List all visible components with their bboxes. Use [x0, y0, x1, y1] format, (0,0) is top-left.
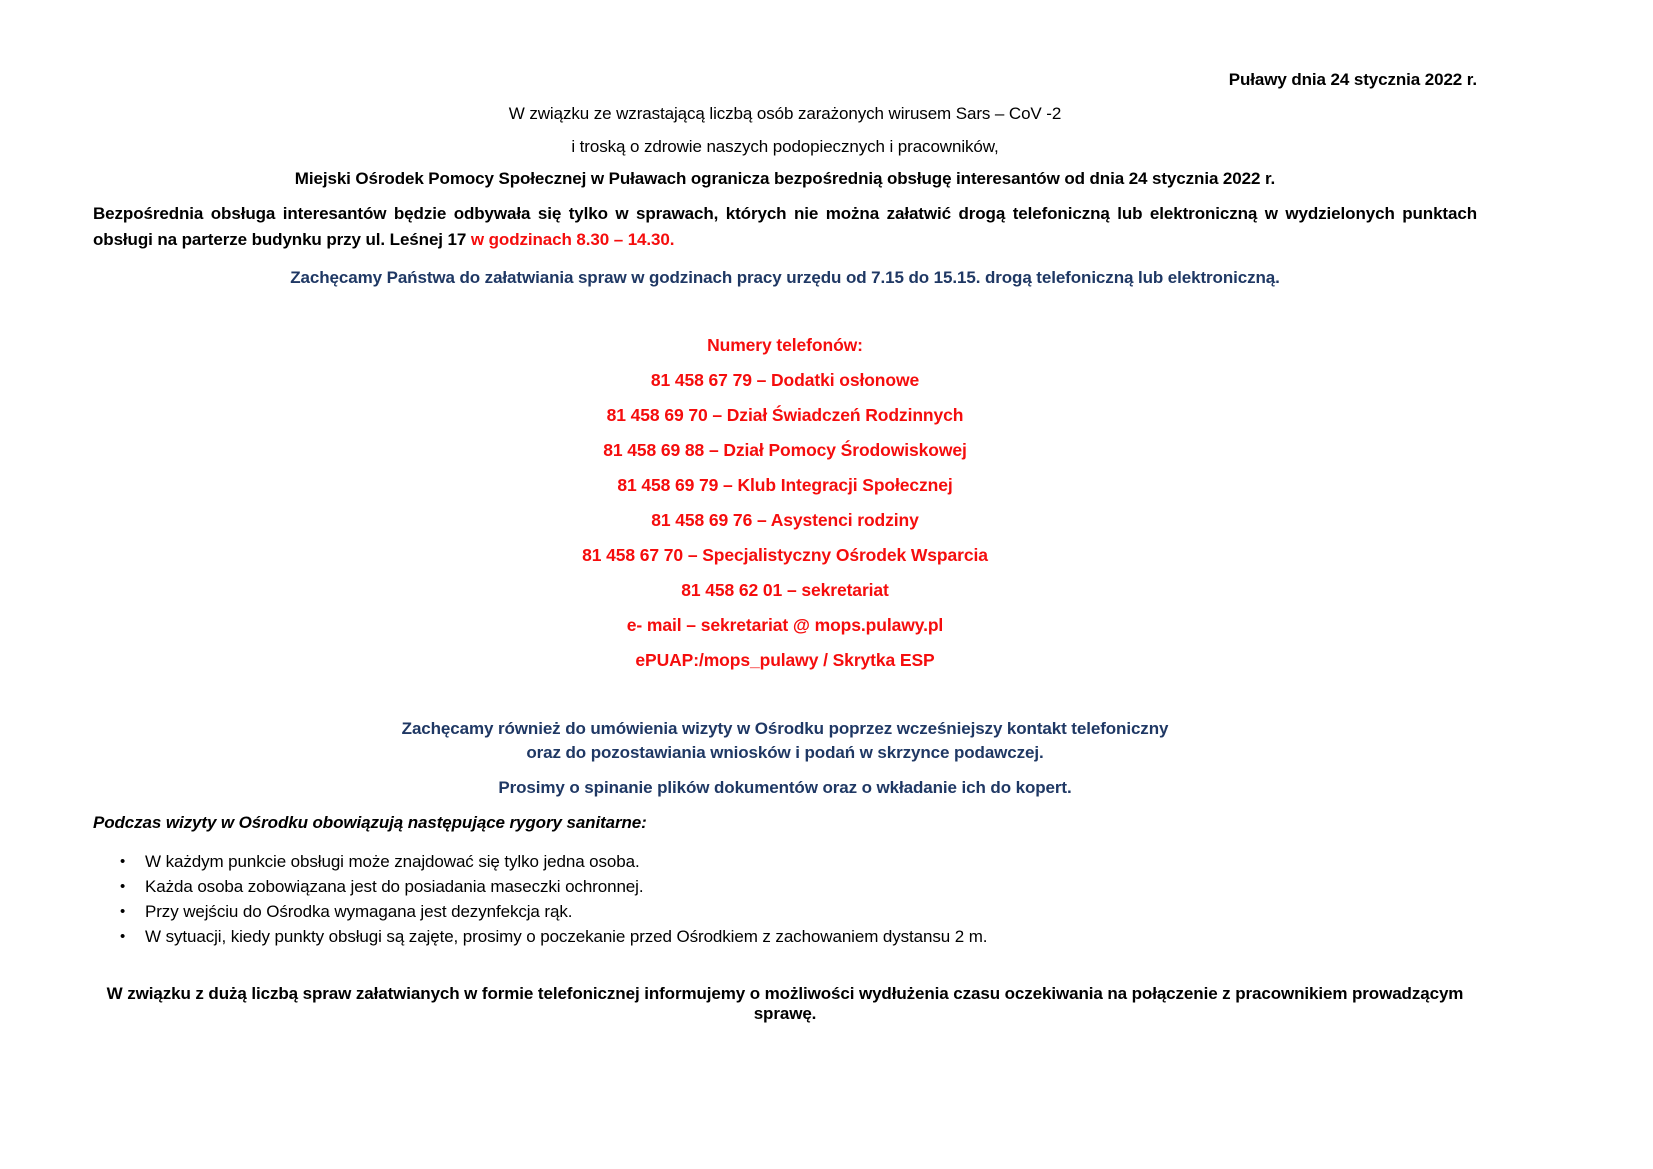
phone-line: 81 458 62 01 – sekretariat [681, 579, 889, 600]
bullet-icon: • [120, 927, 126, 945]
main-paragraph [93, 201, 1477, 254]
list-item [93, 874, 1477, 899]
list-item [93, 899, 1477, 924]
visit-line-3: Prosimy o spinanie plików dokumentów oraz o wkładanie ich do kopert. [498, 777, 1072, 797]
phone-line: 81 458 67 70 – Specjalistyczny Ośrodek Wsparcia [582, 544, 988, 565]
phone-line: 81 458 69 76 – Asystenci rodziny [651, 509, 919, 530]
sanitary-rule-text: W sytuacji, kiedy punkty obsługi są zajęte, prosimy o poczekanie przed Ośrodkiem z zachowaniem dystansu 2 m. [145, 926, 988, 946]
phone-line: 81 458 69 88 – Dział Pomocy Środowiskowej [603, 439, 967, 460]
footer-note: W związku z dużą liczbą spraw załatwianych w formie telefonicznej informujemy o możliwości wydłużenia czasu oczekiwania na połączenie z pracownikiem prowadzącym sprawę. [106, 983, 1464, 1023]
phone-line: 81 458 67 79 – Dodatki osłonowe [650, 369, 920, 390]
visit-encouragement [93, 717, 1477, 765]
phone-line: 81 458 69 79 – Klub Integracji Społecznej [617, 474, 953, 495]
intro-line-2: i troską o zdrowie naszych podopiecznych i pracowników, [571, 137, 999, 156]
main-paragraph-black-text: Bezpośrednia obsługa interesantów będzie odbywała się tylko w sprawach, których nie można załatwić drogą telefoniczną lub elektroniczną w wydzielonych punktach obsługi na parterze budynku przy ul. Leśnej 17 [93, 204, 1477, 250]
phone-line: 81 458 69 70 – Dział Świadczeń Rodzinnych [606, 404, 964, 425]
phone-numbers-section [93, 334, 1477, 671]
bullet-icon: • [120, 902, 126, 920]
announcement-heading: Miejski Ośrodek Pomocy Społecznej w Puławach ogranicza bezpośrednią obsługę interesantów od dnia 24 stycznia 2022 r. [294, 169, 1276, 188]
sanitary-rules-heading: Podczas wizyty w Ośrodku obowiązują następujące rygory sanitarne: [93, 812, 647, 832]
epuap-line: ePUAP:/mops_pulawy / Skrytka ESP [635, 649, 935, 670]
encourage-line: Zachęcamy Państwa do załatwiania spraw w godzinach pracy urzędu od 7.15 do 15.15. drogą telefoniczną lub elektroniczną. [290, 267, 1280, 287]
visit-line-2: oraz do pozostawiania wniosków i podań w skrzynce podawczej. [526, 742, 1044, 762]
sanitary-rule-text: Przy wejściu do Ośrodka wymagana jest dezynfekcja rąk. [145, 901, 573, 921]
bullet-icon: • [120, 877, 126, 895]
sanitary-rule-text: W każdym punkcie obsługi może znajdować się tylko jedna osoba. [145, 851, 640, 871]
phones-title: Numery telefonów: [707, 334, 863, 355]
intro-line-1: W związku ze wzrastającą liczbą osób zarażonych wirusem Sars – CoV -2 [508, 104, 1062, 123]
list-item [93, 924, 1477, 949]
bullet-icon: • [120, 852, 126, 870]
email-line: e- mail – sekretariat @ mops.pulawy.pl [626, 614, 944, 635]
sanitary-rule-text: Każda osoba zobowiązana jest do posiadania maseczki ochronnej. [145, 876, 644, 896]
main-paragraph-red-hours: w godzinach 8.30 – 14.30. [470, 230, 675, 250]
date-line: Puławy dnia 24 stycznia 2022 r. [1228, 70, 1477, 89]
list-item [93, 849, 1477, 874]
sanitary-rules-list [93, 849, 1477, 949]
visit-line-1: Zachęcamy również do umówienia wizyty w Ośrodku poprzez wcześniejszy kontakt telefoniczny [401, 718, 1169, 738]
